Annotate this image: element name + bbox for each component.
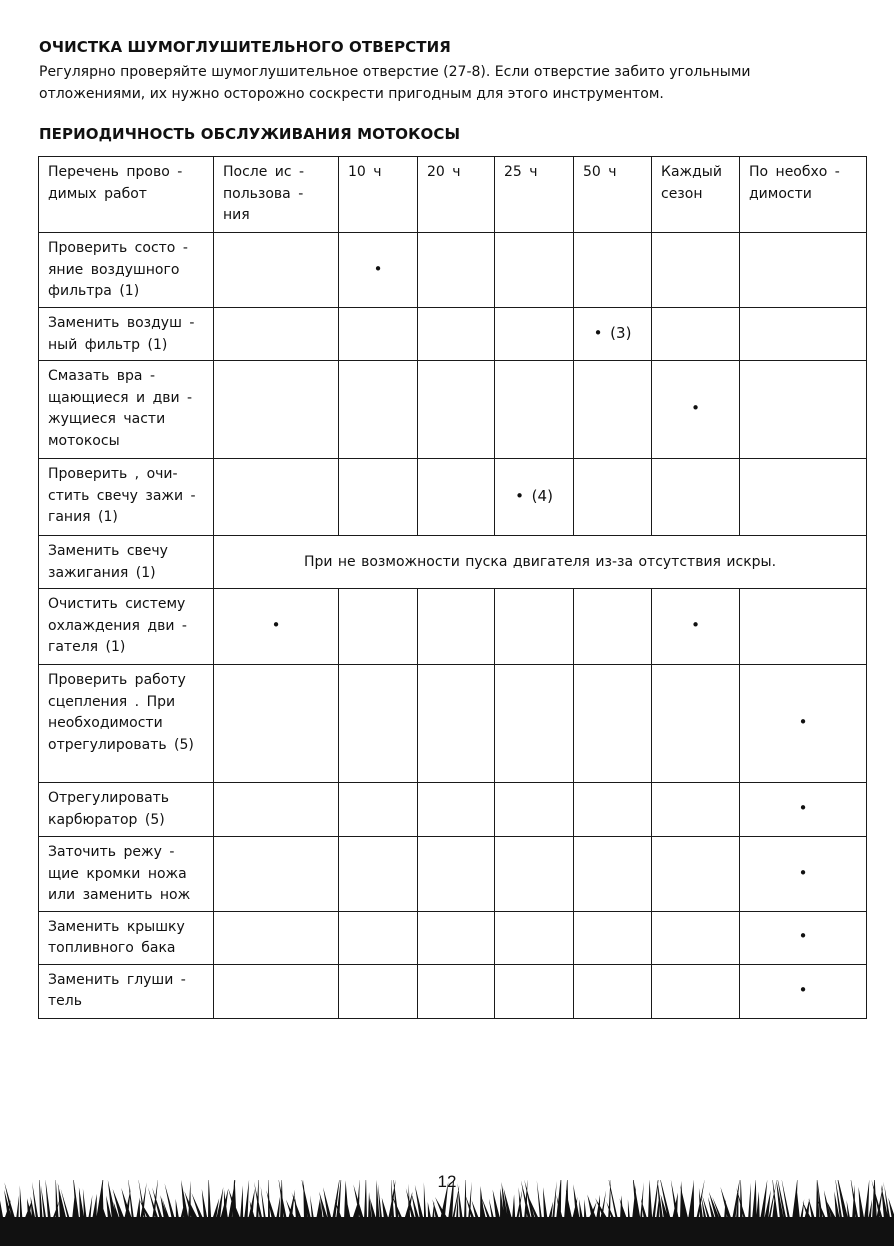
mark-cell [214, 911, 339, 964]
mark-cell [214, 361, 339, 459]
mark-cell [418, 233, 495, 308]
mark-cell [495, 233, 574, 308]
schedule-mark: • (4) [515, 486, 553, 505]
mark-cell [652, 589, 740, 665]
schedule-mark: • [691, 616, 700, 635]
task-cell: Отрегулировать карбюратор (5) [39, 783, 214, 837]
mark-cell [214, 783, 339, 837]
header-each-season: Каждый сезон [652, 157, 740, 233]
table-row [39, 964, 867, 1018]
muffler-paragraph: Регулярно проверяйте шумоглушительное отверстие (27-8). Если отверстие забито угольными отложениями, их нужно осторожно соскрести пригодным для этого инструментом. [39, 64, 751, 102]
mark-cell [339, 837, 418, 912]
mark-cell [574, 459, 652, 536]
mark-cell [214, 964, 339, 1018]
task-cell: Заменить свечу зажигания (1) [39, 536, 214, 589]
mark-cell [652, 459, 740, 536]
mark-cell [574, 964, 652, 1018]
schedule-mark: • [798, 863, 808, 882]
mark-cell [652, 783, 740, 837]
table-row [39, 911, 867, 964]
table-row [39, 233, 867, 308]
task-cell: Заменить воздуш - ный фильтр (1) [39, 308, 214, 361]
mark-cell [418, 308, 495, 361]
mark-cell [214, 665, 339, 783]
mark-cell [339, 459, 418, 536]
table-row [39, 361, 867, 459]
mark-cell [339, 783, 418, 837]
mark-cell [495, 361, 574, 459]
table-row [39, 536, 867, 589]
section-title-muffler: ОЧИСТКА ШУМОГЛУШИТЕЛЬНОГО ОТВЕРСТИЯ [39, 38, 451, 56]
schedule-mark: • [798, 799, 808, 818]
mark-cell [339, 589, 418, 665]
header-50h: 50 ч [574, 157, 652, 233]
mark-cell [418, 837, 495, 912]
mark-cell [495, 964, 574, 1018]
mark-cell [495, 665, 574, 783]
mark-cell [574, 665, 652, 783]
mark-cell [740, 964, 867, 1018]
task-cell: Проверить состо - яние воздушного фильтра (1) [39, 233, 214, 308]
mark-cell [574, 589, 652, 665]
mark-cell [740, 665, 867, 783]
mark-cell [740, 233, 867, 308]
mark-cell [740, 589, 867, 665]
mark-cell [418, 964, 495, 1018]
maintenance-table [38, 156, 867, 1019]
mark-cell [652, 911, 740, 964]
mark-cell [574, 233, 652, 308]
mark-cell [740, 911, 867, 964]
mark-cell [418, 361, 495, 459]
mark-cell [418, 665, 495, 783]
task-cell: Заменить крышку топливного бака [39, 911, 214, 964]
mark-cell [740, 459, 867, 536]
table-row [39, 589, 867, 665]
mark-cell [652, 837, 740, 912]
table-row [39, 308, 867, 361]
mark-cell [574, 911, 652, 964]
schedule-mark: • [798, 980, 808, 999]
mark-cell [652, 308, 740, 361]
header-20h: 20 ч [418, 157, 495, 233]
mark-cell [214, 459, 339, 536]
header-10h: 10 ч [339, 157, 418, 233]
mark-cell [339, 233, 418, 308]
header-25h: 25 ч [495, 157, 574, 233]
table-header-row [39, 157, 867, 233]
task-cell: Заточить режу - щие кромки ножа или заменить нож [39, 837, 214, 912]
mark-cell [740, 361, 867, 459]
mark-cell [418, 459, 495, 536]
task-cell: Очистить систему охлаждения дви - гателя (1) [39, 589, 214, 665]
mark-cell [214, 589, 339, 665]
mark-cell [495, 589, 574, 665]
header-task: Перечень прово - димых работ [39, 157, 214, 233]
mark-cell [214, 233, 339, 308]
mark-cell [652, 964, 740, 1018]
table-row [39, 783, 867, 837]
mark-cell [214, 308, 339, 361]
mark-cell [652, 665, 740, 783]
mark-cell [418, 911, 495, 964]
mark-cell [740, 837, 867, 912]
task-cell: Смазать вра - щающиеся и дви - жущиеся части мотокосы [39, 361, 214, 459]
task-cell: Проверить работу сцепления . При необходимости отрегулировать (5) [39, 665, 214, 783]
note-cell: При не возможности пуска двигателя из-за отсутствия искры. [214, 536, 867, 589]
mark-cell [214, 837, 339, 912]
mark-cell [495, 308, 574, 361]
task-cell: Проверить , очи- стить свечу зажи - гания (1) [39, 459, 214, 536]
mark-cell [574, 308, 652, 361]
mark-cell [495, 911, 574, 964]
mark-cell [339, 665, 418, 783]
table-row [39, 665, 867, 783]
mark-cell [652, 233, 740, 308]
mark-cell [495, 783, 574, 837]
schedule-mark: • [373, 259, 383, 278]
mark-cell [418, 589, 495, 665]
mark-cell [740, 783, 867, 837]
schedule-mark: • [798, 927, 808, 946]
mark-cell [339, 361, 418, 459]
mark-cell [418, 783, 495, 837]
schedule-mark: • [691, 399, 700, 418]
task-cell: Заменить глуши - тель [39, 964, 214, 1018]
mark-cell [574, 837, 652, 912]
mark-cell [652, 361, 740, 459]
mark-cell [339, 911, 418, 964]
mark-cell [495, 837, 574, 912]
mark-cell [495, 459, 574, 536]
schedule-mark: • [798, 713, 808, 732]
mark-cell [740, 308, 867, 361]
page-number: 12 [437, 1172, 457, 1191]
schedule-mark: • (3) [593, 323, 632, 342]
schedule-mark: • [271, 616, 281, 635]
table-row [39, 459, 867, 536]
grass-border-decoration [0, 1180, 894, 1246]
header-after-use: После ис - пользова - ния [214, 157, 339, 233]
mark-cell [574, 361, 652, 459]
mark-cell [574, 783, 652, 837]
section-title-schedule: ПЕРИОДИЧНОСТЬ ОБСЛУЖИВАНИЯ МОТОКОСЫ [39, 125, 461, 143]
mark-cell [339, 308, 418, 361]
header-as-needed: По необхо - димости [740, 157, 867, 233]
mark-cell [339, 964, 418, 1018]
table-row [39, 837, 867, 912]
